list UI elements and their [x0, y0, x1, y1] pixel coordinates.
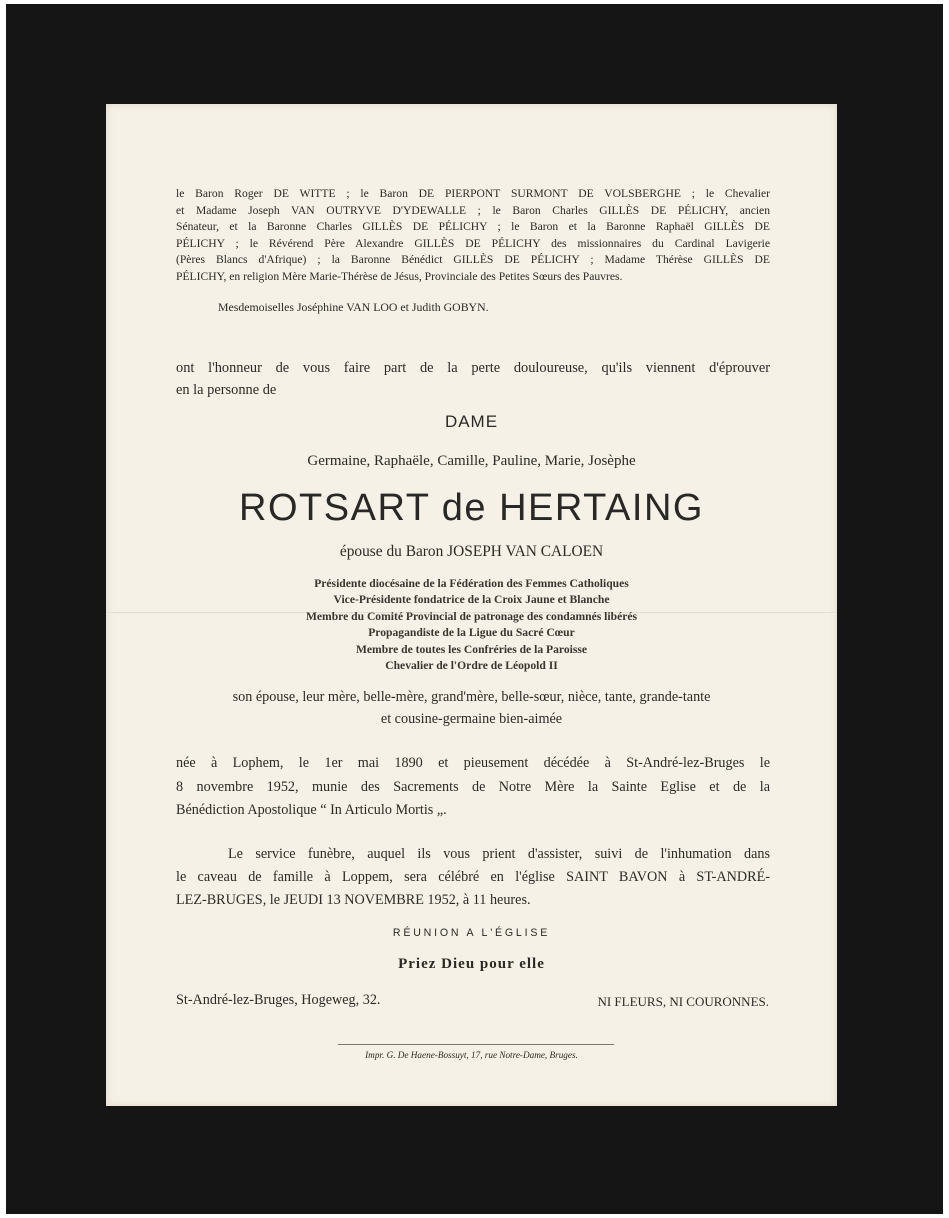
- relation-line: et cousine-germaine bien-aimée: [380, 711, 563, 727]
- birth-death-paragraph: [176, 752, 770, 823]
- title-line: Chevalier de l'Ordre de Léopold II: [385, 659, 558, 673]
- dame-heading: DAME: [444, 412, 499, 431]
- birth-line: Bénédiction Apostolique “ In Articulo Mortis „.: [176, 802, 447, 818]
- service-paragraph: [176, 843, 770, 912]
- intro-paragraph: [176, 357, 770, 401]
- honorific-titles: [106, 576, 837, 674]
- service-line: le caveau de famille à Loppem, sera célébré en l'église SAINT BAVON à ST-ANDRÉ-: [176, 869, 770, 885]
- family-line: PÉLICHY ; le Révérend Père Alexandre GILLÈS DE PÉLICHY des missionnaires du Cardinal Lavigerie: [176, 236, 770, 250]
- service-line: Le service funèbre, auquel ils vous prient d'assister, suivi de l'inhumation dans: [228, 846, 770, 862]
- birth-line: 8 novembre 1952, munie des Sacrements de Notre Mère la Sainte Eglise et de la: [176, 778, 770, 795]
- title-line: Vice-Présidente fondatrice de la Croix Jaune et Blanche: [333, 593, 610, 607]
- family-line: et Madame Joseph VAN OUTRYVE D'YDEWALLE ; le Baron Charles GILLÈS DE PÉLICHY, ancien: [176, 203, 770, 217]
- family-line: (Pères Blancs d'Afrique) ; la Baronne Bénédict GILLÈS DE PÉLICHY ; Madame Thérèse GILLÈS DE: [176, 253, 770, 267]
- intro-line: ont l'honneur de vous faire part de la perte douloureuse, qu'ils viennent d'éprouver: [176, 360, 770, 376]
- title-line: Propagandiste de la Ligue du Sacré Cœur: [368, 626, 575, 640]
- family-line: PÉLICHY, en religion Mère Marie-Thérèse de Jésus, Provinciale des Petites Sœurs des Pauvres.: [176, 269, 623, 283]
- given-names: Germaine, Raphaële, Camille, Pauline, Marie, Josèphe: [307, 453, 636, 469]
- no-flowers-line: NI FLEURS, NI COURONNES.: [597, 994, 769, 1009]
- family-line: le Baron Roger DE WITTE ; le Baron DE PIERPONT SURMONT DE VOLSBERGHE ; le Chevalier: [176, 187, 770, 200]
- prayer-line: Priez Dieu pour elle: [398, 956, 545, 972]
- funeral-notice-card: [106, 104, 837, 1106]
- service-line: LEZ-BRUGES, le JEUDI 13 NOVEMBRE 1952, à 11 heures.: [176, 892, 531, 908]
- title-line: Membre de toutes les Confréries de la Paroisse: [355, 642, 588, 656]
- spouse-line: épouse du Baron JOSEPH VAN CALOEN: [339, 543, 604, 560]
- family-list: [176, 186, 770, 286]
- address-line: St-André-lez-Bruges, Hogeweg, 32.: [176, 992, 381, 1008]
- printer-credit: Impr. G. De Haene-Bossuyt, 17, rue Notre-Dame, Bruges.: [365, 1050, 578, 1060]
- title-line: Membre du Comité Provincial de patronage des condamnés libérés: [305, 609, 638, 623]
- divider-rule: [338, 1044, 614, 1045]
- birth-line: née à Lophem, le 1er mai 1890 et pieusement décédée à St-André-lez-Bruges le: [176, 755, 770, 771]
- relation-paragraph: [106, 686, 837, 730]
- relation-line: son épouse, leur mère, belle-mère, grand'mère, belle-sœur, nièce, tante, grande-tante: [232, 689, 711, 705]
- reunion-heading: RÉUNION A L'ÉGLISE: [392, 927, 551, 939]
- title-line: Présidente diocésaine de la Fédération des Femmes Catholiques: [314, 577, 629, 590]
- deceased-surname: ROTSART de HERTAING: [239, 487, 704, 529]
- family-line: Sénateur, et la Baronne Charles GILLÈS DE PÉLICHY ; le Baron et la Baronne Raphaël GILLÈS DE: [176, 220, 770, 234]
- intro-line: en la personne de: [176, 382, 277, 398]
- misses-line: Mesdemoiselles Joséphine VAN LOO et Judith GOBYN.: [218, 300, 489, 314]
